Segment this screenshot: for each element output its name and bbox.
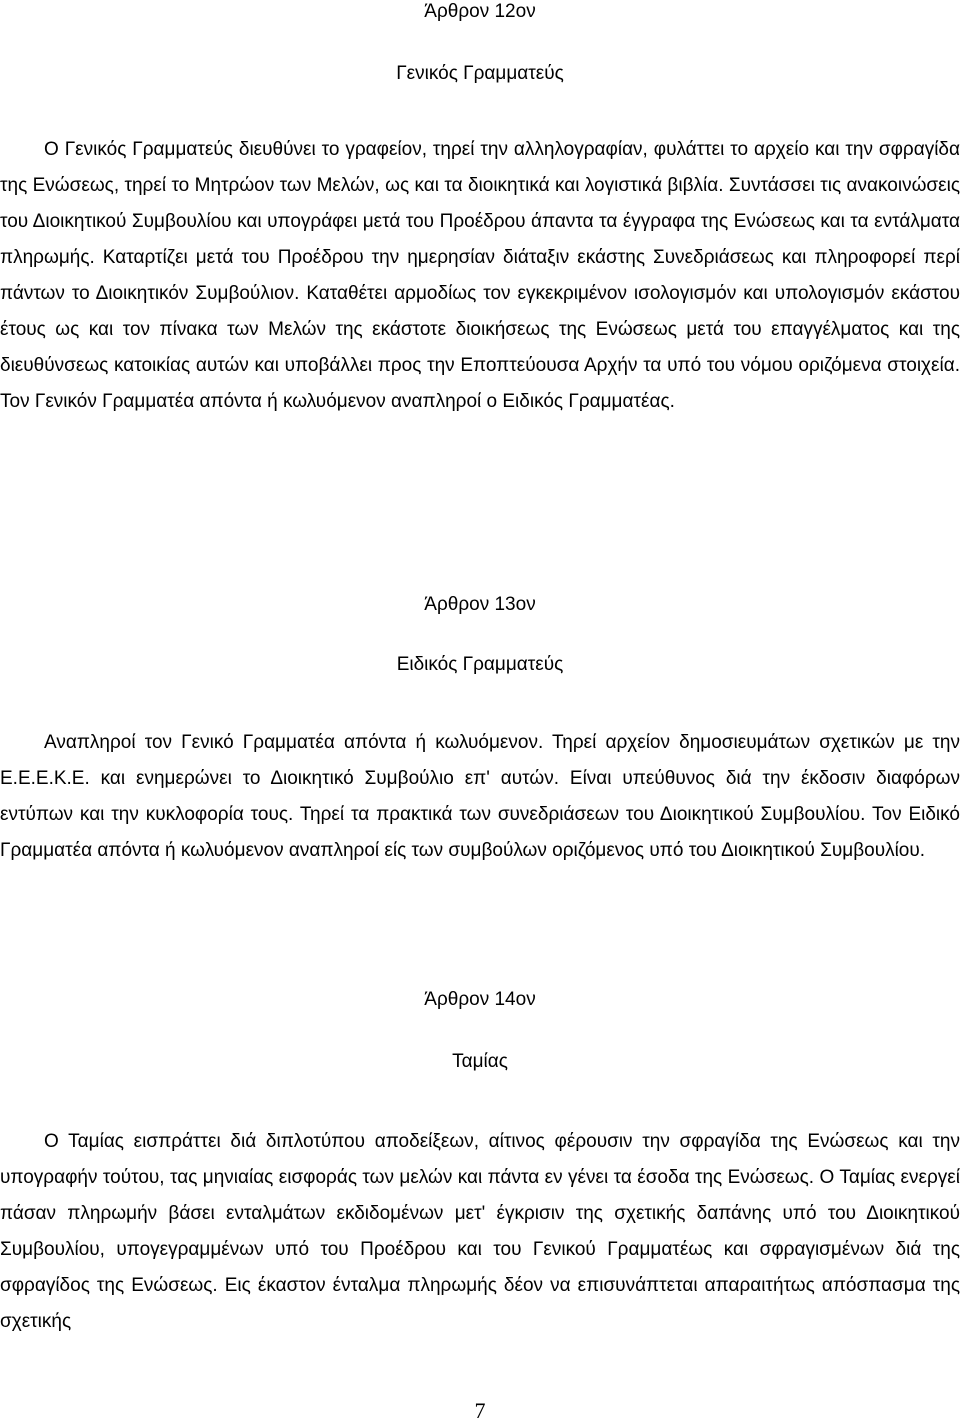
article-14-body: Ο Ταμίας εισπράττει διά διπλοτύπου αποδείξεων, αίτινος φέρουσιν την σφραγίδα της Ενώσεως και την υπογραφήν τούτου, τας μηνιαίας εισφοράς των μελών και πάντα εν γένει τα έσοδα της Ενώσεως. Ο Ταμίας ενεργεί πάσαν πληρωμήν βάσει ενταλμάτων εκδιδομένων μετ' έγκρισιν της σχετικής δαπάνης υπό του Διοικητικού Συμβουλίου, υπογεγραμμένων υπό του Προέδρου και του Γενικού Γραμματέως και σφραγισμένων διά της σφραγίδος της Ενώσεως. Εις έκαστον ένταλμα πληρωμής δέον να επισυνάπτεται απαραιτήτως απόσπασμα της σχετικής (0, 1131, 960, 1332)
article-13-title: Ειδικός Γραμματεύς (396, 654, 564, 675)
article-13-number: Άρθρον 13ον (424, 594, 536, 615)
article-12-body: Ο Γενικός Γραμματεύς διευθύνει το γραφείον, τηρεί την αλληλογραφίαν, φυλάττει το αρχείο και την σφραγίδα της Ενώσεως, τηρεί το Μητρώον των Μελών, ως και τα διοικητικά και λογιστικά βιβλία. Συντάσσει τις ανακοινώσεις του Διοικητικού Συμβουλίου και υπογράφει μετά του Προέδρου άπαντα τα έγγραφα της Ενώσεως και τα εντάλματα πληρωμής. Καταρτίζει μετά του Προέδρου την ημερησίαν διάταξιν εκάστης Συνεδριάσεως και πληροφορεί περί πάντων το Διοικητικόν Συμβούλιον. Καταθέτει αρμοδίως τον εγκεκριμένον ισολογισμόν και υπολογισμόν εκάστου έτους ως και τον πίνακα των Μελών της εκάστοτε διοικήσεως της Ενώσεως μετά του επαγγέλματος και της διευθύνσεως κατοικίας αυτών και υποβάλλει προς την Εποπτεύουσα Αρχήν τα υπό του νόμου οριζόμενα στοιχεία. Τον Γενικόν Γραμματέα απόντα ή κωλυόμενον αναπληροί ο Ειδικός Γραμματέας. (0, 139, 960, 412)
article-12-number: Άρθρον 12ον (424, 1, 536, 22)
article-14-number: Άρθρον 14ον (424, 989, 536, 1010)
article-14-title: Ταμίας (452, 1051, 508, 1072)
page-number: 7 (474, 1398, 486, 1423)
article-13-body: Αναπληροί τον Γενικό Γραμματέα απόντα ή κωλυόμενον. Τηρεί αρχείον δημοσιευμάτων σχετικών με την Ε.Ε.Ε.Κ.Ε. και ενημερώνει το Διοικητικό Συμβούλιο επ' αυτών. Είναι υπεύθυνος διά την έκδοσιν διαφόρων εντύπων και την κυκλοφορία τους. Τηρεί τα πρακτικά των συνεδριάσεων του Διοικητικού Συμβουλίου. Τον Ειδικό Γραμματέα απόντα ή κωλυόμενον αναπληροί είς των συμβούλων οριζόμενος υπό του Διοικητικού Συμβουλίου. (0, 732, 960, 861)
article-12-title: Γενικός Γραμματεύς (396, 63, 564, 84)
